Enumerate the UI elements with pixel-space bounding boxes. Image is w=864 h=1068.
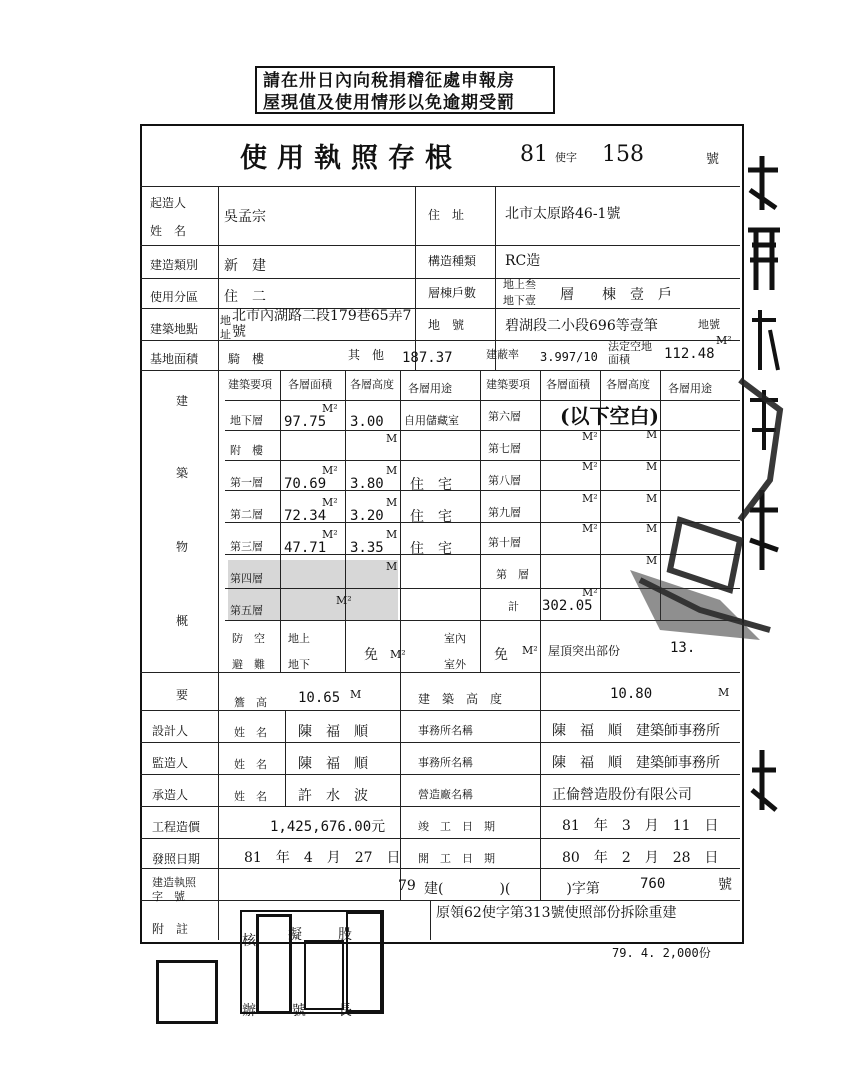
other-label: 其 他 [348, 348, 385, 362]
build-type-label: 建造類別 [150, 258, 199, 272]
remark-text: 原領62使字第313號使照部份拆除重建 [436, 905, 677, 921]
designer-office-label: 事務所名稱 [418, 724, 473, 737]
zone-value: 住 二 [224, 289, 266, 305]
notice-line-2: 屋現值及使用情形以免逾期受罰 [263, 93, 515, 113]
contractor-name-label: 姓 名 [234, 790, 267, 803]
unit-m2: M² [582, 492, 598, 505]
basement-area: 97.75 [284, 414, 327, 430]
col-use-r: 各層用途 [668, 382, 712, 395]
seal-stamp [156, 960, 218, 1024]
shelter-outdoor: 室外 [444, 658, 466, 671]
unit-m2: M² [322, 496, 338, 509]
unit-m2: M² [582, 460, 598, 473]
contractor-firm-label: 營造廠名稱 [418, 788, 473, 801]
sig-d: 長 [338, 1003, 352, 1019]
issue-date: 81 年 4 月 27 日 [244, 850, 401, 866]
row-floor-9: 第九層 [488, 506, 521, 519]
shelter-label-1: 防 空 [232, 632, 265, 645]
supervisor-office: 陳 福 順 建築師事務所 [552, 755, 720, 771]
build-type: 新 建 [224, 258, 266, 274]
col-item-r: 建築要項 [486, 378, 530, 391]
floors-label: 層棟戶數 [428, 286, 477, 300]
lot-suffix: 地號 [698, 318, 720, 331]
row-floor-8: 第八層 [488, 474, 521, 487]
unit-m2: M² [390, 648, 406, 661]
bldg-label-3: 物 [176, 540, 189, 554]
supervisor-name-label: 姓 名 [234, 758, 267, 771]
applicant-label: 起造人 [150, 196, 187, 210]
floors-below: 地下壹 [503, 294, 536, 307]
row-floor-3: 第三層 [230, 540, 263, 553]
area-label: 基地面積 [150, 352, 199, 366]
row-floor-x: 第 層 [496, 568, 529, 581]
supervisor-office-label: 事務所名稱 [418, 756, 473, 769]
bldg-label-5: 要 [176, 688, 189, 702]
diagonal-stamp [620, 370, 784, 670]
bldg-height-label: 建 築 高 度 [418, 692, 503, 706]
permit-suffix: 號 [718, 877, 732, 893]
lot-value: 碧湖段二小段696等壹筆 [505, 318, 658, 334]
unit-m: M [646, 428, 658, 441]
row-floor-5: 第五層 [230, 604, 263, 617]
issue-label: 發照日期 [152, 852, 201, 866]
designer-name: 陳 福 順 [298, 724, 368, 740]
eave-unit: M [350, 688, 362, 701]
applicant-name: 吳孟宗 [224, 209, 266, 225]
form-title: 使用執照存根 [240, 143, 462, 174]
sig-a: 核 [242, 933, 256, 949]
bldg-height-value: 10.80 [610, 686, 653, 702]
unit-m2: M² [322, 528, 338, 541]
name-label: 姓 名 [150, 224, 187, 238]
floor-3-area: 47.71 [284, 540, 327, 556]
roof-label: 屋頂突出部份 [548, 644, 621, 658]
shelter-label-2: 避 難 [232, 658, 265, 671]
contractor-name: 許 水 波 [298, 788, 368, 804]
row-floor-6: 第六層 [488, 410, 521, 423]
unit-m2: M² [336, 594, 352, 607]
unit-m2: M² [582, 522, 598, 535]
seal-stamp [304, 940, 344, 1010]
row-total: 計 [508, 600, 519, 613]
floor-1-use: 住 宅 [410, 477, 452, 493]
site-label: 建築地點 [150, 322, 199, 336]
shelter-indoor: 室內 [444, 632, 466, 645]
site-address: 北市內湖路二段179巷65弄7號 [232, 308, 412, 340]
blank-below-note: (以下空白) [560, 404, 659, 428]
unit-m2: M² [322, 464, 338, 477]
row-floor-10: 第十層 [488, 536, 521, 549]
permit-num: 760 [640, 876, 666, 892]
col-area-r: 各層面積 [546, 378, 590, 391]
unit-m: M [646, 522, 658, 535]
unit-m2: M² [582, 430, 598, 443]
unit-m2: M² [322, 402, 338, 415]
row-floor-7: 第七層 [488, 442, 521, 455]
arcade-label: 騎 樓 [228, 352, 265, 366]
tax-notice [255, 66, 555, 114]
row-annex: 附 樓 [230, 444, 263, 457]
contractor-firm: 正倫營造股份有限公司 [552, 787, 692, 803]
area-unit: M² [716, 334, 732, 347]
contractor-label: 承造人 [152, 788, 189, 802]
sig-f: 號 [292, 1003, 306, 1019]
floor-1-height: 3.80 [350, 476, 384, 492]
bldg-label-2: 築 [176, 466, 189, 480]
supervisor-label: 監造人 [152, 756, 189, 770]
bldg-height-unit: M [718, 686, 730, 699]
cost-label: 工程造價 [152, 820, 201, 834]
row-floor-1: 第一層 [230, 476, 263, 489]
floor-2-height: 3.20 [350, 508, 384, 524]
floor-1-area: 70.69 [284, 476, 327, 492]
basement-use: 自用儲藏室 [404, 414, 459, 427]
coverage-label: 建蔽率 [486, 348, 519, 361]
unit-m: M [386, 528, 398, 541]
col-area: 各層面積 [288, 378, 332, 391]
permit-text: 建( )( )字第 [424, 881, 600, 897]
designer-label: 設計人 [152, 724, 189, 738]
site-sub-2: 址 [220, 328, 231, 341]
roof-value: 13. [670, 640, 696, 656]
structure-type: RC造 [505, 253, 541, 269]
coverage-value: 3.997/10 [540, 350, 598, 364]
total-area: 302.05 [542, 598, 593, 614]
unit-m2: M² [522, 644, 538, 657]
notice-line-1: 請在卅日內向稅捐稽征處申報房 [263, 71, 515, 91]
address-label: 住 址 [428, 208, 465, 222]
lot-label: 地 號 [428, 318, 465, 332]
row-floor-4: 第四層 [230, 572, 263, 585]
seal-stamp [256, 914, 292, 1014]
shelter-none: 免 [364, 647, 378, 663]
row-basement: 地下層 [230, 414, 263, 427]
unit-m: M [386, 496, 398, 509]
sig-c: 股 [338, 927, 352, 943]
fade-blot [228, 560, 398, 620]
completion-date: 81 年 3 月 11 日 [562, 818, 719, 834]
permit-year: 79 [398, 878, 416, 894]
remark-label: 附 註 [152, 922, 189, 936]
floor-2-use: 住 宅 [410, 509, 452, 525]
cost-value: 1,425,676.00元 [270, 819, 386, 835]
unit-m2: M² [582, 586, 598, 599]
col-item: 建築要項 [228, 378, 272, 391]
zone-label: 使用分區 [150, 290, 199, 304]
unit-m: M [386, 560, 398, 573]
other-area: 187.37 [402, 350, 453, 366]
permit-number: 81 使字 158 [520, 142, 644, 167]
unit-m: M [386, 432, 398, 445]
shelter-above: 地上 [288, 632, 310, 645]
legal-open-value: 112.48 [664, 346, 715, 362]
permit-label-1: 建造執照 [152, 876, 196, 889]
col-use: 各層用途 [408, 382, 452, 395]
row-floor-2: 第二層 [230, 508, 263, 521]
col-height-r: 各層高度 [606, 378, 650, 391]
legal-open-label: 法定空地面積 [608, 340, 652, 366]
floors-rest: 層 棟 壹 戶 [560, 287, 672, 303]
floor-2-area: 72.34 [284, 508, 327, 524]
shelter-none-2: 免 [494, 647, 508, 663]
unit-m: M [646, 492, 658, 505]
designer-office: 陳 福 順 建築師事務所 [552, 723, 720, 739]
seal-stamp [346, 912, 382, 1012]
sig-b: 擬 [288, 927, 302, 943]
bldg-label-1: 建 [176, 394, 189, 408]
shelter-below: 地下 [288, 658, 310, 671]
basement-height: 3.00 [350, 414, 384, 430]
eave-label: 簷 高 [234, 696, 267, 709]
floor-3-use: 住 宅 [410, 541, 452, 557]
unit-m: M [386, 464, 398, 477]
applicant-address: 北市太原路46-1號 [505, 206, 621, 222]
permit-label-2: 字 號 [152, 890, 185, 903]
supervisor-name: 陳 福 順 [298, 756, 368, 772]
col-height: 各層高度 [350, 378, 394, 391]
structure-label: 構造種類 [428, 254, 477, 268]
designer-name-label: 姓 名 [234, 726, 267, 739]
floor-3-height: 3.35 [350, 540, 384, 556]
eave-value: 10.65 [298, 690, 341, 706]
site-sub-1: 地 [220, 314, 231, 327]
start-date: 80 年 2 月 28 日 [562, 850, 719, 866]
unit-m: M [646, 460, 658, 473]
start-label: 開 工 日 期 [418, 852, 495, 865]
print-info: 79. 4. 2,000份 [612, 946, 711, 960]
number-suffix: 號 [706, 152, 720, 167]
completion-label: 竣 工 日 期 [418, 820, 495, 833]
floors-above: 地上叁 [503, 278, 536, 291]
unit-m: M [646, 554, 658, 567]
bldg-label-4: 概 [176, 614, 189, 628]
sig-e: 辦 [242, 1003, 256, 1019]
